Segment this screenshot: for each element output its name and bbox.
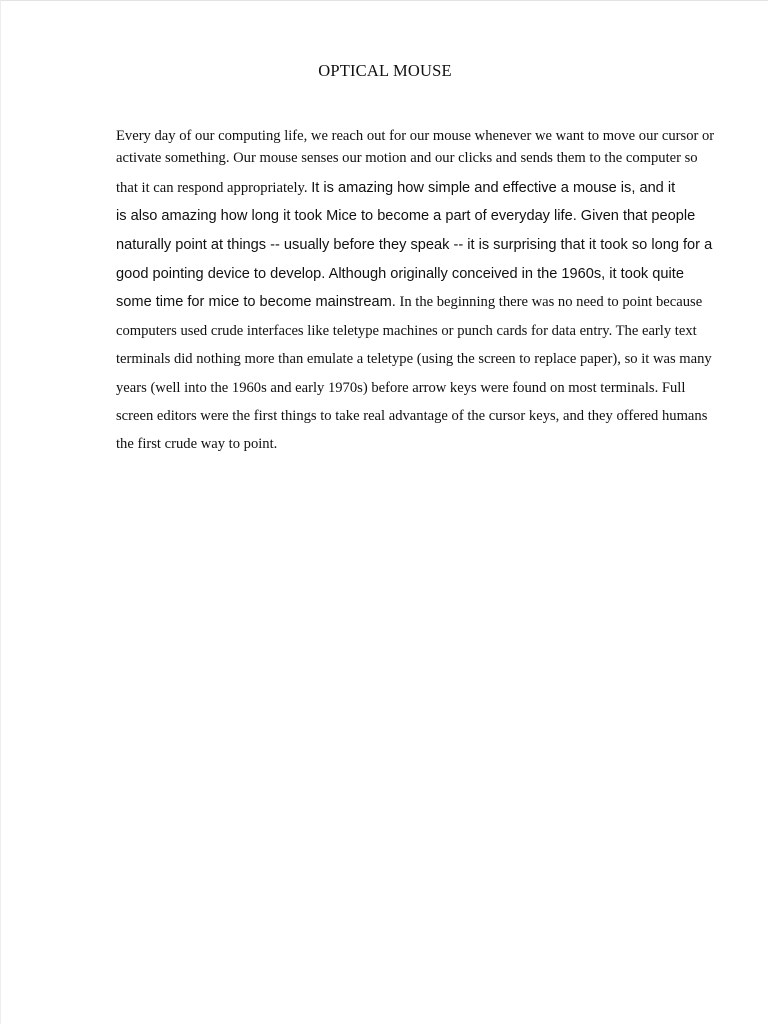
paragraph-line <box>116 350 712 368</box>
text-run: terminals did nothing more than emulate a teletype (using the screen to replace paper), so it was many <box>116 351 712 367</box>
text-run: screen editors were the first things to take real advantage of the cursor keys, and they offered humans <box>116 408 708 424</box>
paragraph-line <box>116 149 698 167</box>
paragraph-line <box>116 207 695 225</box>
text-run: some time for mice to become mainstream. <box>116 294 396 310</box>
text-run: computers used crude interfaces like teletype machines or punch cards for data entry. The early text <box>116 323 697 339</box>
text-run: It is amazing how simple and effective a mouse is, and it <box>311 180 676 196</box>
text-run: activate something. Our mouse senses our motion and our clicks and sends them to the computer so <box>116 150 698 166</box>
paragraph-line <box>116 435 277 453</box>
text-run: good pointing device to develop. Although originally conceived in the 1960s, it took quite <box>116 266 684 282</box>
text-run: is also amazing how long it took Mice to become a part of everyday life. Given that people <box>116 208 696 224</box>
paragraph-line <box>116 293 702 311</box>
text-run: that it can respond appropriately. <box>116 180 312 196</box>
document-title: OPTICAL MOUSE <box>318 61 452 80</box>
text-run: Every day of our computing life, we reach out for our mouse whenever we want to move our cursor or <box>116 128 715 144</box>
paragraph-line <box>116 265 684 283</box>
text-run: naturally point at things -- usually before they speak -- it is surprising that it took so long for a <box>116 237 713 253</box>
text-run: the first crude way to point. <box>116 436 278 452</box>
paragraph-line <box>116 179 675 197</box>
paragraph-line <box>116 127 714 145</box>
paragraph-line <box>116 407 707 425</box>
paragraph-line <box>116 379 685 397</box>
text-run: years (well into the 1960s and early 1970s) before arrow keys were found on most terminals. Full <box>116 380 686 396</box>
paragraph-line <box>116 236 712 254</box>
text-run: In the beginning there was no need to point because <box>395 294 703 310</box>
paragraph-line <box>116 322 697 340</box>
